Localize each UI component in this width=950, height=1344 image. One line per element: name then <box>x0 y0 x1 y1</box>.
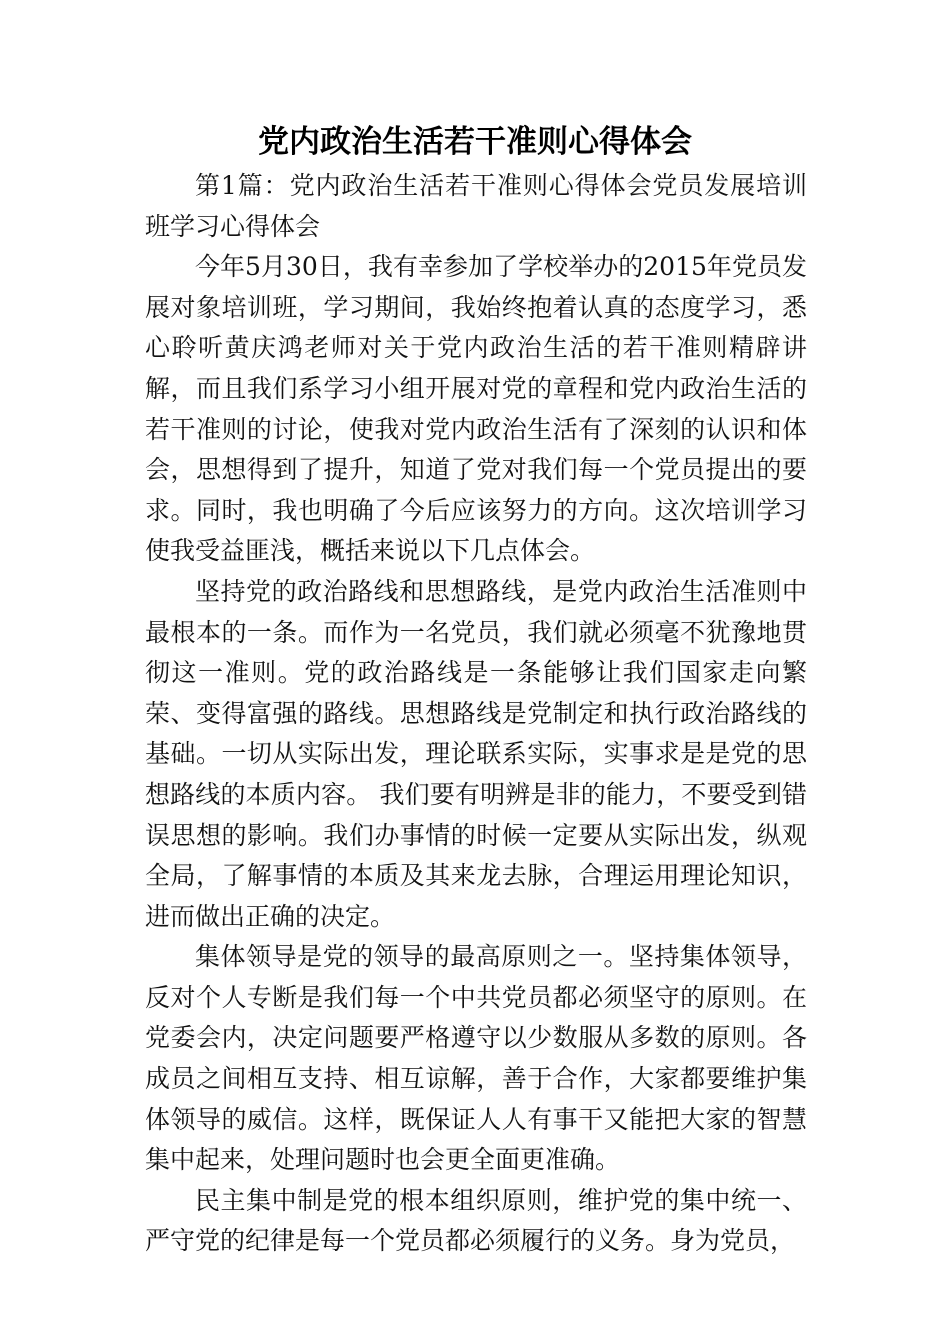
paragraph-political-line: 坚持党的政治路线和思想路线，是党内政治生活准则中最根本的一条。而作为一名党员，我们就必须毫不犹豫地贯彻这一准则。党的政治路线是一条能够让我们国家走向繁荣、变得富强的路线。思想路线是党制定和执行政治路线的基础。一切从实际出发，理论联系实际，实事求是是党的思想路线的本质内容。 我们要有明辨是非的能力，不要受到错误思想的影响。我们办事情的时候一定要从实际出发，纵观全局，了解事情的本质及其来龙去脉，合理运用理论知识，进而做出正确的决定。 <box>145 576 807 931</box>
paragraph-democratic-centralism: 民主集中制是党的根本组织原则，维护党的集中统一、严守党的纪律是每一个党员都必须履行的义务。身为党员， <box>145 1185 807 1256</box>
document-body <box>145 166 807 1262</box>
paragraph-introduction: 今年5月30日，我有幸参加了学校举办的2015年党员发展对象培训班，学习期间，我始终抱着认真的态度学习，悉心聆听黄庆鸿老师对关于党内政治生活的若干准则精辟讲解，而且我们系学习小组开展对党的章程和党内政治生活的若干准则的讨论，使我对党内政治生活有了深刻的认识和体会，思想得到了提升，知道了党对我们每一个党员提出的要求。同时，我也明确了今后应该努力的方向。这次培训学习使我受益匪浅，概括来说以下几点体会。 <box>145 252 807 566</box>
document-title: 党内政治生活若干准则心得体会 <box>258 124 692 160</box>
paragraph-chapter-heading: 第1篇：党内政治生活若干准则心得体会党员发展培训班学习心得体会 <box>145 171 807 241</box>
paragraph-collective-leadership: 集体领导是党的领导的最高原则之一。坚持集体领导，反对个人专断是我们每一个中共党员都必须坚守的原则。在党委会内，决定问题要严格遵守以少数服从多数的原则。各成员之间相互支持、相互谅解，善于合作，大家都要维护集体领导的威信。这样，既保证人人有事干又能把大家的智慧集中起来，处理问题时也会更全面更准确。 <box>145 942 807 1175</box>
